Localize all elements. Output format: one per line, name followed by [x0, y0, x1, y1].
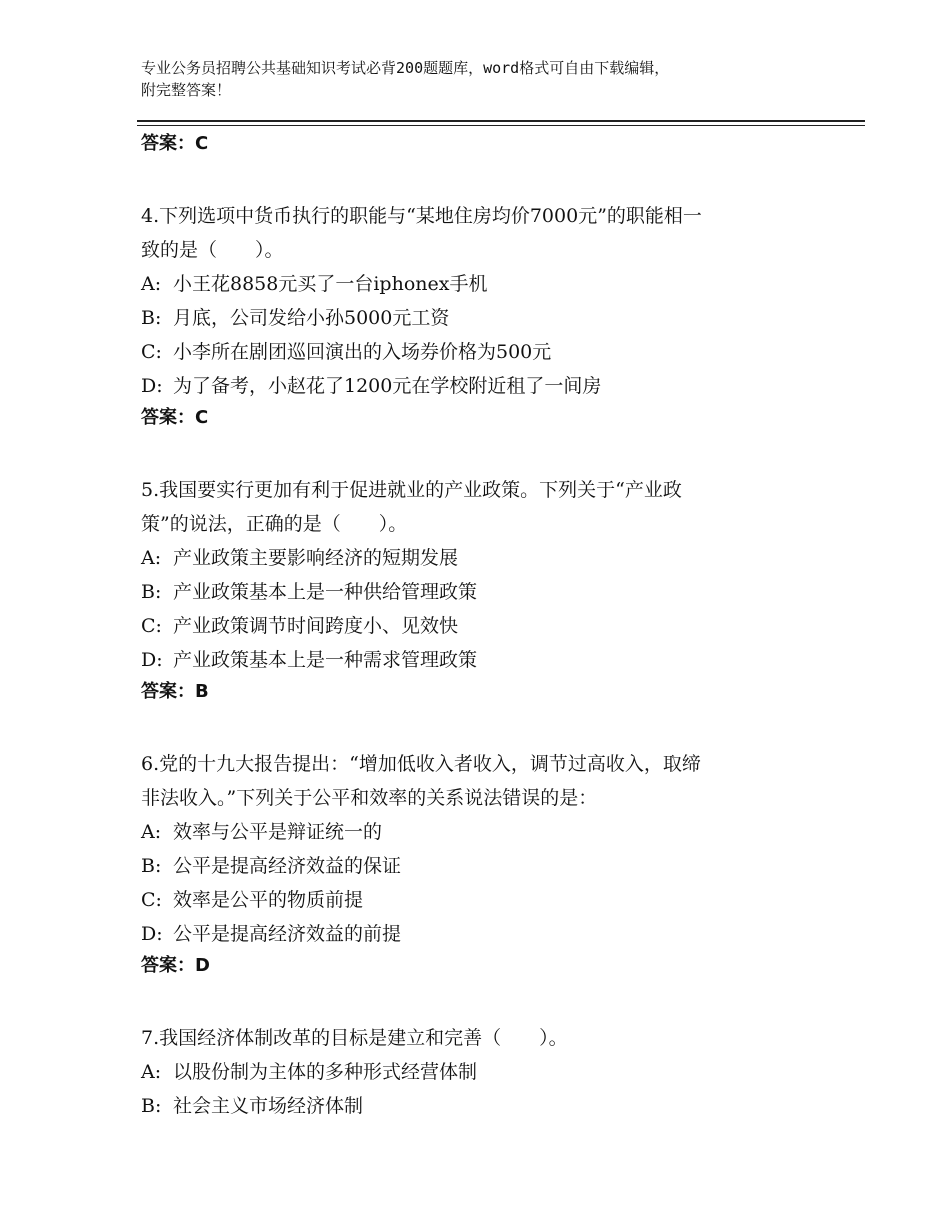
option-text: 效率与公平是辩证统一的 [173, 821, 383, 843]
option-text: 小李所在剧团巡回演出的入场券价格为500元 [173, 341, 552, 363]
option-letter: A: [141, 273, 162, 295]
option-a [141, 815, 831, 849]
question-stem-line: 策”的说法，正确的是（ ）。 [141, 513, 408, 535]
option-letter: B: [141, 1095, 162, 1117]
question-stem [141, 199, 831, 267]
question-7 [141, 1021, 831, 1123]
header-line-1: 专业公务员招聘公共基础知识考试必背200题题库，word格式可自由下载编辑， [141, 59, 670, 77]
option-a [141, 1055, 831, 1089]
option-c [141, 335, 831, 369]
header-divider-thin [137, 125, 865, 126]
option-text: 产业政策主要影响经济的短期发展 [173, 547, 459, 569]
option-letter: C: [141, 615, 162, 637]
question-stem [141, 747, 831, 815]
question-stem [141, 1021, 831, 1055]
option-text: 小王花8858元买了一台iphonex手机 [173, 273, 488, 295]
question-stem-line: 非法收入。”下列关于公平和效率的关系说法错误的是： [141, 787, 598, 809]
question-stem-line: 7.我国经济体制改革的目标是建立和完善（ ）。 [141, 1027, 568, 1049]
document-header [141, 57, 841, 101]
option-letter: A: [141, 821, 162, 843]
option-text: 公平是提高经济效益的保证 [173, 855, 402, 877]
option-b [141, 301, 831, 335]
header-line-2: 附完整答案！ [141, 81, 232, 99]
option-letter: D: [141, 649, 163, 671]
option-text: 公平是提高经济效益的前提 [173, 923, 402, 945]
option-b [141, 849, 831, 883]
option-letter: A: [141, 547, 162, 569]
question-stem-line: 6.党的十九大报告提出：“增加低收入者收入，调节过高收入，取缔 [141, 753, 701, 775]
question-stem [141, 473, 831, 541]
option-text: 月底，公司发给小孙5000元工资 [173, 307, 450, 329]
option-d [141, 643, 831, 677]
option-text: 产业政策基本上是一种需求管理政策 [173, 649, 478, 671]
header-divider-thick [137, 120, 865, 122]
answer-label: 答案：D [141, 955, 210, 976]
option-text: 为了备考，小赵花了1200元在学校附近租了一间房 [173, 375, 602, 397]
answer-label: 答案：B [141, 681, 209, 702]
option-letter: C: [141, 889, 162, 911]
option-text: 以股份制为主体的多种形式经营体制 [173, 1061, 478, 1083]
option-letter: A: [141, 1061, 162, 1083]
option-letter: D: [141, 375, 163, 397]
option-letter: C: [141, 341, 162, 363]
option-letter: B: [141, 855, 162, 877]
answer-label: 答案：C [141, 133, 209, 154]
question-stem-line: 致的是（ ）。 [141, 239, 284, 261]
question-6 [141, 747, 831, 981]
question-stem-line: 4.下列选项中货币执行的职能与“某地住房均价7000元”的职能相一 [141, 205, 702, 227]
option-text: 社会主义市场经济体制 [173, 1095, 364, 1117]
document-body [141, 128, 831, 1123]
option-b [141, 1089, 831, 1123]
option-text: 产业政策基本上是一种供给管理政策 [173, 581, 478, 603]
option-d [141, 369, 831, 403]
option-c [141, 609, 831, 643]
question-4 [141, 199, 831, 433]
option-letter: D: [141, 923, 163, 945]
question-stem-line: 5.我国要实行更加有利于促进就业的产业政策。下列关于“产业政 [141, 479, 682, 501]
option-letter: B: [141, 307, 162, 329]
answer-label: 答案：C [141, 407, 209, 428]
option-a [141, 267, 831, 301]
option-b [141, 575, 831, 609]
option-a [141, 541, 831, 575]
option-text: 产业政策调节时间跨度小、见效快 [173, 615, 459, 637]
question-5 [141, 473, 831, 707]
option-letter: B: [141, 581, 162, 603]
option-c [141, 883, 831, 917]
option-d [141, 917, 831, 951]
option-text: 效率是公平的物质前提 [173, 889, 364, 911]
